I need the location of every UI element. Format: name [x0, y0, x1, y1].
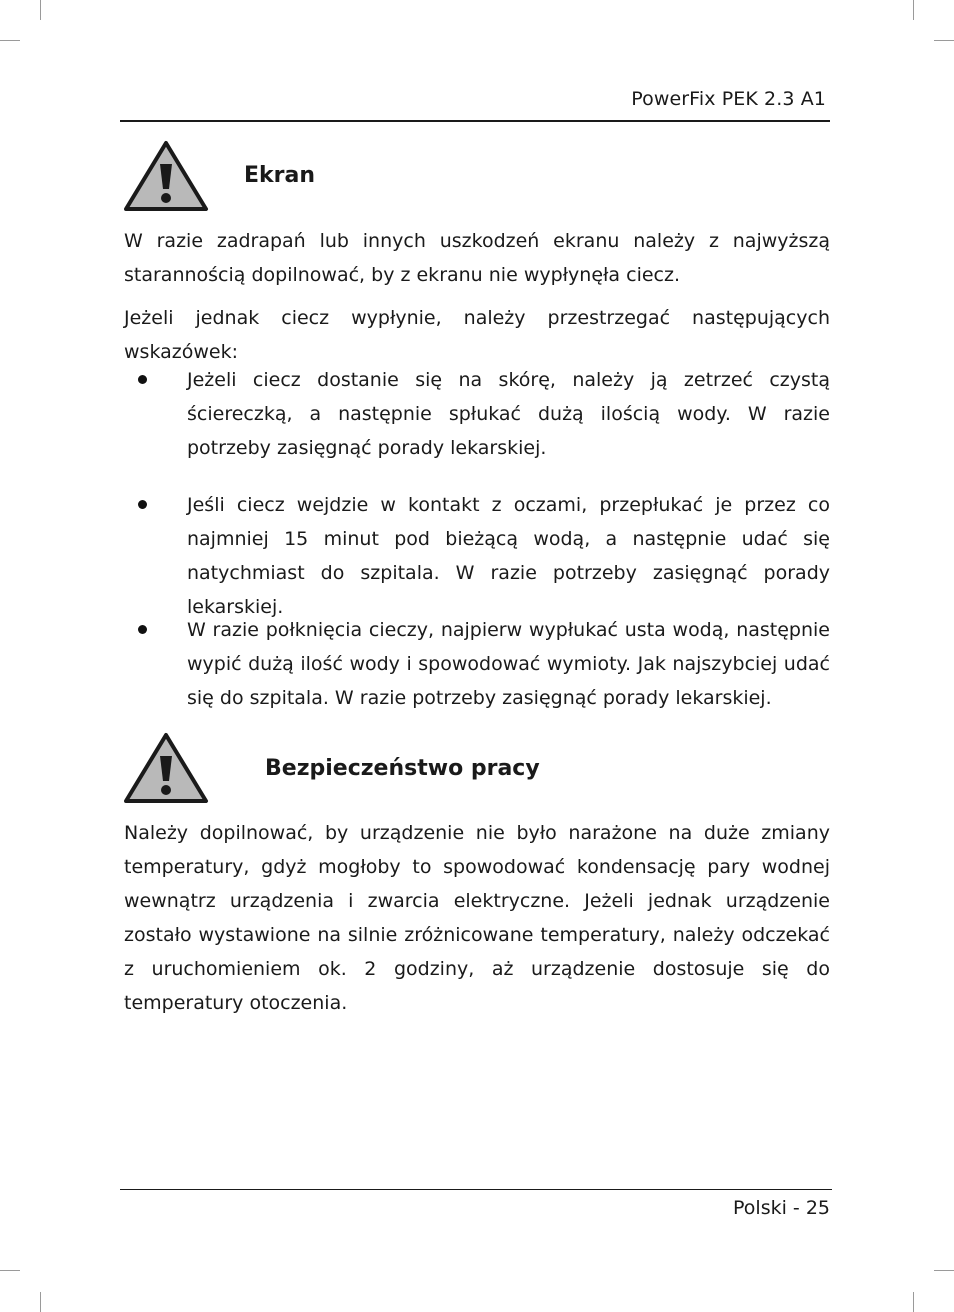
- crop-mark: [40, 0, 41, 20]
- crop-mark: [0, 40, 20, 41]
- crop-mark: [934, 40, 954, 41]
- crop-mark: [913, 1292, 914, 1312]
- bullet-icon: [138, 625, 147, 634]
- list-item-text: Jeżeli ciecz dostanie się na skórę, należy ją zetrzeć czystą ściereczką, a następnie spłukać dużą ilością wody. W razie potrzeby zasięgnąć porady lekarskiej.: [187, 369, 830, 459]
- list-item-text: W razie połknięcia cieczy, najpierw wypłukać usta wodą, następnie wypić dużą ilość wody i spowodować wymioty. Jak najszybciej udać się do szpitala. W razie potrzeby zasięgnąć porady lekarskiej.: [187, 619, 830, 709]
- list-item: [124, 488, 830, 624]
- section-title-ekran: Ekran: [244, 163, 316, 188]
- crop-mark: [0, 1270, 20, 1271]
- crop-mark: [913, 0, 914, 20]
- page-header-product: PowerFix PEK 2.3 A1: [631, 88, 826, 110]
- list-item: [124, 363, 830, 465]
- paragraph: W razie zadrapań lub innych uszkodzeń ekranu należy z najwyższą starannością dopilnować, by z ekranu nie wypłynęła ciecz.: [124, 230, 830, 286]
- section-title-bezpieczenstwo-pracy: Bezpieczeństwo pracy: [265, 756, 540, 781]
- list-item: [124, 613, 830, 715]
- paragraph: Jeżeli jednak ciecz wypłynie, należy przestrzegać następujących wskazówek:: [124, 307, 830, 363]
- footer-divider: [120, 1189, 832, 1190]
- page-number: Polski - 25: [733, 1197, 830, 1219]
- warning-triangle-icon: [123, 732, 209, 804]
- paragraph: Należy dopilnować, by urządzenie nie było narażone na duże zmiany temperatury, gdyż mogłoby to spowodować kondensację pary wodnej wewnątrz urządzenia i zwarcia elektryczne. Jeżeli jednak urządzenie zostało wystawione na silnie zróżnicowane temperatury, należy odczekać z uruchomieniem ok. 2 godziny, aż urządzenie dostosuje się do temperatury otoczenia.: [124, 822, 830, 1014]
- warning-triangle-icon: [123, 140, 209, 212]
- crop-mark: [934, 1270, 954, 1271]
- bullet-icon: [138, 500, 147, 509]
- bullet-icon: [138, 375, 147, 384]
- list-item-text: Jeśli ciecz wejdzie w kontakt z oczami, przepłukać je przez co najmniej 15 minut pod bieżącą wodą, a następnie udać się natychmiast do szpitala. W razie potrzeby zasięgnąć porady lekarskiej.: [187, 494, 830, 618]
- header-divider: [120, 120, 830, 122]
- crop-mark: [40, 1292, 41, 1312]
